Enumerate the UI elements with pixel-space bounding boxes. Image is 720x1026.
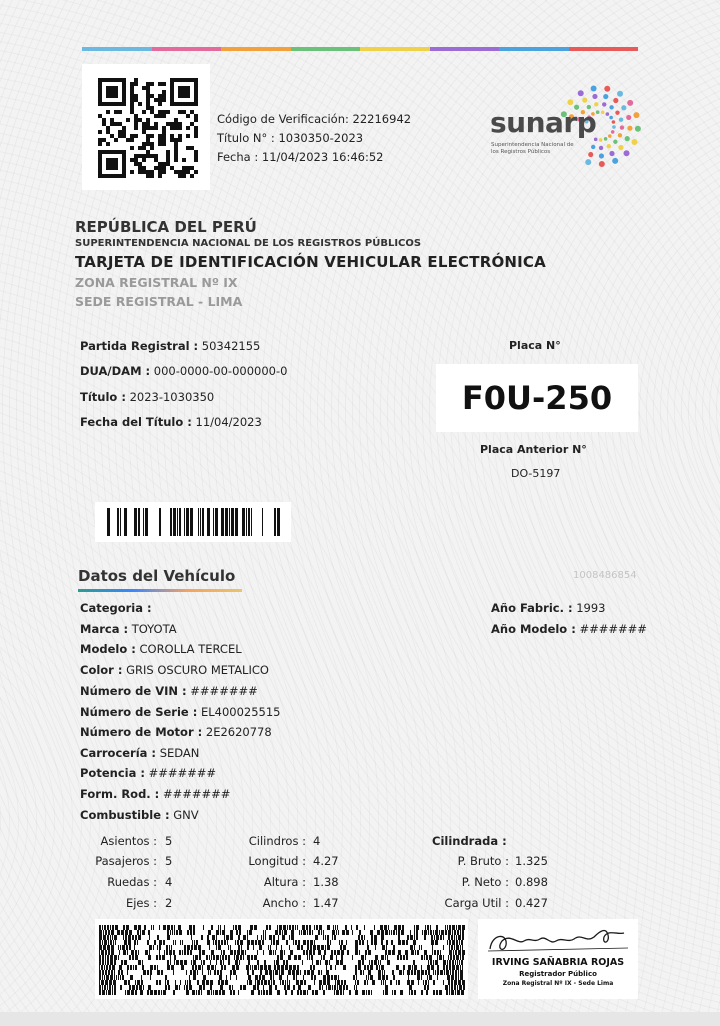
vehicle-section-title: Datos del Vehículo xyxy=(78,567,236,585)
color-value: GRIS OSCURO METALICO xyxy=(126,663,269,677)
motor-value: 2E2620778 xyxy=(205,725,272,739)
plate-label: Placa N° xyxy=(509,339,561,352)
verification-code: Código de Verificación: 22216942 xyxy=(217,112,412,126)
verification-date: Fecha : 11/04/2023 16:46:52 xyxy=(217,150,384,164)
anio-modelo-label: Año Modelo : xyxy=(491,622,576,636)
anio-modelo-row xyxy=(491,622,647,636)
color-label: Color : xyxy=(80,663,123,677)
formrod-value: ####### xyxy=(162,787,231,801)
categoria-row xyxy=(80,601,152,615)
formrod-label: Form. Rod. : xyxy=(80,787,160,801)
previous-plate-label: Placa Anterior N° xyxy=(480,443,587,456)
anio-fabric-value: 1993 xyxy=(576,601,606,615)
signatory-role: Registrador Público xyxy=(519,970,597,978)
altura-label: Altura : xyxy=(263,875,306,889)
motor-label: Número de Motor : xyxy=(80,725,203,739)
titulo-label: Título : xyxy=(80,390,126,404)
fecha-titulo-label: Fecha del Título : xyxy=(80,415,192,429)
barcode-small xyxy=(95,502,291,542)
modelo-row xyxy=(80,642,242,656)
document-number: 1008486854 xyxy=(573,570,637,581)
formrod-row xyxy=(80,787,230,801)
carga-value: 0.427 xyxy=(515,896,548,910)
sunarp-logo xyxy=(488,78,648,168)
plate-number: F0U-250 xyxy=(436,364,638,432)
pasajeros-value: 5 xyxy=(165,854,173,868)
longitud-label: Longitud : xyxy=(248,854,306,868)
section-underline xyxy=(78,589,242,592)
qr-code xyxy=(82,64,210,190)
barcode-large xyxy=(95,919,468,999)
signatory-zone: Zona Registral Nº IX - Sede Lima xyxy=(502,980,614,987)
carroceria-value: SEDAN xyxy=(159,746,200,760)
pneto-label: P. Neto : xyxy=(461,875,509,889)
modelo-label: Modelo : xyxy=(80,642,136,656)
logo-wordmark: sunarp xyxy=(490,106,597,139)
vin-value: ####### xyxy=(190,684,258,698)
motor-row xyxy=(80,725,272,739)
logo-subtitle: Superintendencia Nacional de los Registros Públicos xyxy=(491,142,574,155)
ruedas-label: Ruedas : xyxy=(107,875,157,889)
pbruto-value: 1.325 xyxy=(515,854,548,868)
titulo-value: 2023-1030350 xyxy=(129,390,215,404)
dua-value: 000-0000-00-000000-0 xyxy=(153,364,288,378)
verification-title: Título N° : 1030350-2023 xyxy=(217,131,364,145)
top-color-bar xyxy=(82,47,638,51)
asientos-value: 5 xyxy=(165,834,173,848)
pneto-value: 0.898 xyxy=(515,875,548,889)
serie-label: Número de Serie : xyxy=(80,705,198,719)
marca-value: TOYOTA xyxy=(131,622,177,636)
partida-value: 50342155 xyxy=(201,339,261,353)
carroceria-label: Carrocería : xyxy=(80,746,157,760)
vin-label: Número de VIN : xyxy=(80,684,187,698)
cilindros-label: Cilindros : xyxy=(248,834,306,848)
previous-plate-value: DO-5197 xyxy=(511,467,561,480)
dua-label: DUA/DAM : xyxy=(80,364,151,378)
potencia-label: Potencia : xyxy=(80,766,145,780)
modelo-value: COROLLA TERCEL xyxy=(139,642,242,656)
cilindros-value: 4 xyxy=(313,834,321,848)
republic-heading: REPÚBLICA DEL PERÚ xyxy=(75,218,257,236)
vin-row xyxy=(80,684,258,698)
anio-fabric-label: Año Fabric. : xyxy=(491,601,573,615)
partida-label: Partida Registral : xyxy=(80,339,199,353)
anio-modelo-value: ####### xyxy=(579,622,647,636)
pasajeros-label: Pasajeros : xyxy=(95,854,157,868)
ejes-label: Ejes : xyxy=(125,896,157,910)
anio-fabric-row xyxy=(491,601,606,615)
categoria-label: Categoria : xyxy=(80,601,152,615)
fecha-titulo-value: 11/04/2023 xyxy=(195,415,262,429)
fecha-titulo-row xyxy=(80,415,262,429)
bottom-bar xyxy=(0,1012,720,1026)
card-title: TARJETA DE IDENTIFICACIÓN VEHICULAR ELECTRÓNICA xyxy=(75,253,546,271)
potencia-row xyxy=(80,766,216,780)
serie-row xyxy=(80,705,281,719)
verification-block xyxy=(217,110,411,167)
ejes-value: 2 xyxy=(165,896,173,910)
zone-label: ZONA REGISTRAL Nº IX xyxy=(75,275,238,290)
combustible-label: Combustible : xyxy=(80,808,170,822)
signatory-name: IRVING SAÑABRIA ROJAS xyxy=(491,957,625,968)
color-row xyxy=(80,663,269,677)
longitud-value: 4.27 xyxy=(313,854,339,868)
handwritten-signature xyxy=(478,919,638,959)
partida-row xyxy=(80,339,260,353)
marca-label: Marca : xyxy=(80,622,129,636)
carroceria-row xyxy=(80,746,199,760)
signature-block xyxy=(478,919,638,999)
altura-value: 1.38 xyxy=(313,875,339,889)
sede-label: SEDE REGISTRAL - LIMA xyxy=(75,294,243,309)
marca-row xyxy=(80,622,177,636)
potencia-value: ####### xyxy=(148,766,217,780)
carga-label: Carga Util : xyxy=(444,896,509,910)
ancho-value: 1.47 xyxy=(313,896,339,910)
cilindrada-row xyxy=(432,834,507,848)
ruedas-value: 4 xyxy=(165,875,173,889)
superintendencia-heading: SUPERINTENDENCIA NACIONAL DE LOS REGISTROS PÚBLICOS xyxy=(75,238,422,249)
titulo-row xyxy=(80,390,214,404)
pbruto-label: P. Bruto : xyxy=(457,854,509,868)
ancho-label: Ancho : xyxy=(262,896,306,910)
asientos-label: Asientos : xyxy=(100,834,157,848)
serie-value: EL400025515 xyxy=(200,705,281,719)
combustible-row xyxy=(80,808,199,822)
dua-row xyxy=(80,364,287,378)
combustible-value: GNV xyxy=(173,808,199,822)
cilindrada-label: Cilindrada : xyxy=(432,834,507,848)
